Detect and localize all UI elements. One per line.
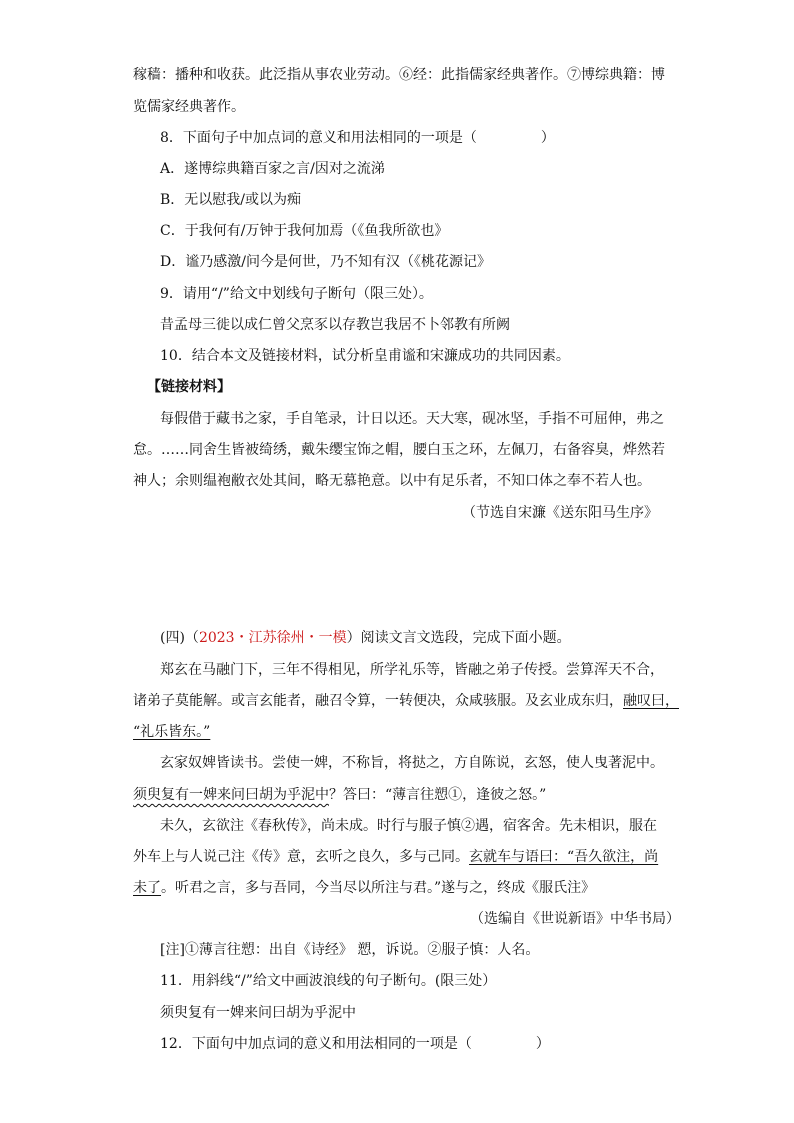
note-continuation-line-2: 览儒家经典著作。 bbox=[133, 99, 245, 115]
link-material-line-2: 怠。……同舍生皆被绮绣，戴朱缨宝饰之帽，腰白玉之环，左佩刀，右备容臭，烨然若 bbox=[133, 442, 665, 458]
note-continuation-line-1: 稼穑：播种和收获。此泛指从事农业劳动。⑥经：此指儒家经典著作。⑦博综典籍：博 bbox=[133, 67, 665, 83]
q8-option-c: C．于我何有/万钟于我何加焉（《鱼我所欲也》 bbox=[160, 223, 449, 239]
question-8-text: 8．下面句子中加点词的意义和用法相同的一项是（ bbox=[160, 130, 477, 146]
passage-p3-line-2-text: 外车上与人说己注《传》意，玄听之良久，多与己同。 bbox=[133, 849, 469, 865]
question-9-sentence: 昔孟母三徙以成仁曾父烹豕以存教岂我居不卜邻教有所阙 bbox=[160, 317, 510, 333]
q8-option-d: D．谧乃感激/问今是何世，乃不知有汉（《桃花源记》 bbox=[160, 254, 491, 270]
passage-p1-line-3 bbox=[133, 722, 210, 742]
question-8 bbox=[160, 128, 555, 148]
question-12-close: ） bbox=[535, 1036, 550, 1052]
passage-p3-line-2 bbox=[133, 847, 658, 867]
passage-p1-line-1: 郑玄在马融门下，三年不得相见，所学礼乐等，皆融之弟子传授。尝算浑天不合， bbox=[160, 662, 664, 678]
heading-prefix: (四)（ bbox=[160, 630, 199, 646]
question-9: 9．请用“/”给文中划线句子断句（限三处）。 bbox=[160, 286, 433, 302]
passage-p2-line-2-text: ？答曰：“薄言往愬①，逢彼之怒。” bbox=[329, 787, 547, 803]
link-material-line-3: 神人；余则缊袍敝衣处其间，略无慕艳意。以中有足乐者，不知口体之奉不若人也。 bbox=[133, 473, 651, 489]
passage-p3-line-3-text: 。听君之言，多与吾同，今当尽以所注与君。”遂与之，终成《服氏注》 bbox=[161, 880, 596, 896]
passage-p2-line-2 bbox=[133, 785, 546, 805]
underlined-sentence-part-2: “礼乐皆东。” bbox=[133, 724, 211, 740]
passage-p1-line-2-text: 诸弟子莫能解。或言玄能者，融召令算，一转便决，众咸骇服。及玄业成东归， bbox=[133, 693, 623, 709]
underlined-sentence-part-3: 玄就车与语曰：“吾久欲注，尚 bbox=[469, 849, 659, 865]
passage-p3-line-3 bbox=[133, 878, 595, 898]
q8-option-b: B．无以慰我/或以为痴 bbox=[160, 192, 302, 208]
underlined-sentence-part-1: 融叹曰， bbox=[623, 693, 679, 709]
underlined-sentence-part-4: 未了 bbox=[133, 880, 161, 896]
heading-suffix: ）阅读文言文选段，完成下面小题。 bbox=[346, 630, 571, 646]
passage-p2-line-1: 玄家奴婢皆读书。尝使一婢，不称旨，将挞之，方自陈说，玄怒，使人曳著泥中。 bbox=[160, 755, 664, 771]
passage-source: （选编自《世说新语》中华书局） bbox=[470, 911, 680, 927]
question-8-close: ） bbox=[540, 130, 555, 146]
q8-option-a: A．遂博综典籍百家之言/因对之流涕 bbox=[160, 161, 385, 177]
wavy-underlined-sentence: 须臾复有一婢来问曰胡为乎泥中 bbox=[133, 787, 329, 803]
link-material-line-1: 每假借于藏书之家，手自笔录，计日以还。天大寒，砚冰坚，手指不可屈伸，弗之 bbox=[160, 411, 664, 427]
passage-p3-line-1: 未久，玄欲注《春秋传》，尚未成。时行与服子慎②遇，宿客舍。先未相识，服在 bbox=[160, 818, 657, 834]
link-material-title: 【链接材料】 bbox=[147, 379, 231, 395]
question-10: 10．结合本文及链接材料，试分析皇甫谧和宋濂成功的共同因素。 bbox=[160, 348, 570, 364]
question-11: 11．用斜线“/”给文中画波浪线的句子断句。(限三处） bbox=[160, 973, 497, 989]
passage-notes: [注]①薄言往愬：出自《诗经》 愬，诉说。②服子慎：人名。 bbox=[160, 942, 540, 958]
exam-source-tag: 2023・江苏徐州・一模 bbox=[198, 630, 347, 646]
passage-p1-line-2 bbox=[133, 691, 679, 711]
section-4-heading bbox=[160, 628, 571, 648]
question-11-sentence: 须臾复有一婢来问曰胡为乎泥中 bbox=[160, 1005, 356, 1021]
question-12 bbox=[160, 1034, 550, 1054]
link-material-source: （节选自宋濂《送东阳马生序》 bbox=[462, 505, 658, 521]
question-12-text: 12．下面句中加点词的意义和用法相同的一项是（ bbox=[160, 1036, 472, 1052]
